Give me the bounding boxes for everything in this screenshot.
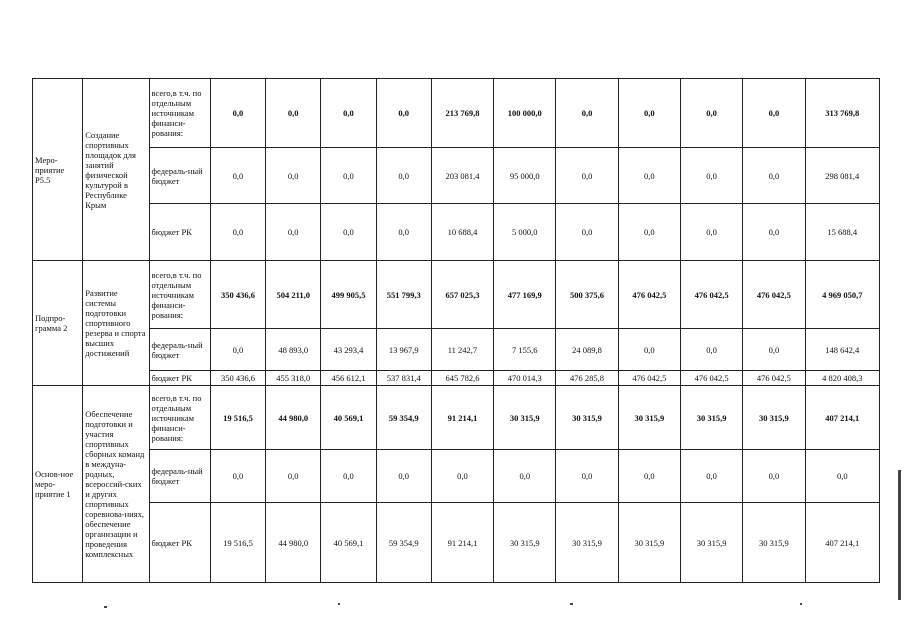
value-cell: 11 242,7 [431,329,493,371]
table-row [33,329,880,371]
value-cell: 0,0 [618,329,680,371]
value-cell: 350 436,6 [210,371,265,386]
value-cell: 30 315,9 [680,503,742,583]
value-cell: 30 315,9 [743,386,805,450]
value-cell: 19 516,5 [210,503,265,583]
value-cell: 30 315,9 [680,386,742,450]
value-cell: 500 375,6 [556,261,618,329]
value-cell: 44 980,0 [266,503,321,583]
value-cell: 476 042,5 [680,261,742,329]
value-cell: 13 967,9 [376,329,431,371]
value-cell: 0,0 [680,204,742,261]
value-cell: 0,0 [743,204,805,261]
value-cell: 0,0 [494,450,556,503]
table-row [33,450,880,503]
value-cell: 4 820 408,3 [805,371,879,386]
section-label: Подпро-грамма 2 [33,261,83,386]
value-cell: 5 000,0 [494,204,556,261]
value-cell: 0,0 [376,204,431,261]
budget-table [32,78,880,583]
value-cell: 40 569,1 [321,386,376,450]
value-cell: 0,0 [266,204,321,261]
item-name: Создание спортивных площадок для занятий физической культурой в Республике Крым [83,79,149,261]
value-cell: 0,0 [376,148,431,204]
value-cell: 476 042,5 [743,261,805,329]
value-cell: 0,0 [680,450,742,503]
value-cell: 476 042,5 [680,371,742,386]
value-cell: 24 089,8 [556,329,618,371]
value-cell: 499 905,5 [321,261,376,329]
value-cell: 504 211,0 [266,261,321,329]
item-name: Развитие системы подготовки спортивного резерва и спорта высших достижений [83,261,149,386]
value-cell: 0,0 [210,329,265,371]
value-cell: 0,0 [743,79,805,148]
value-cell: 0,0 [556,204,618,261]
table-row [33,371,880,386]
funding-source: всего,в т.ч. по отдельным источникам финанси-рования: [149,79,210,148]
value-cell: 91 214,1 [431,503,493,583]
value-cell: 0,0 [680,79,742,148]
value-cell: 476 042,5 [743,371,805,386]
value-cell: 30 315,9 [743,503,805,583]
value-cell: 10 688,4 [431,204,493,261]
funding-source: федераль-ный бюджет [149,450,210,503]
value-cell: 100 000,0 [494,79,556,148]
table-row [33,148,880,204]
scan-speck [104,606,107,608]
value-cell: 0,0 [618,148,680,204]
value-cell: 0,0 [321,79,376,148]
value-cell: 148 642,4 [805,329,879,371]
value-cell: 15 688,4 [805,204,879,261]
value-cell: 350 436,6 [210,261,265,329]
value-cell: 19 516,5 [210,386,265,450]
value-cell: 0,0 [618,450,680,503]
value-cell: 477 169,9 [494,261,556,329]
section-label: Меро-приятие Р5.5 [33,79,83,261]
value-cell: 30 315,9 [556,386,618,450]
table-row [33,261,880,329]
table-body [33,79,880,583]
scan-speck [800,603,802,605]
value-cell: 30 315,9 [494,503,556,583]
funding-source: бюджет РК [149,503,210,583]
value-cell: 59 354,9 [376,503,431,583]
value-cell: 43 293,4 [321,329,376,371]
value-cell: 48 893,0 [266,329,321,371]
value-cell: 476 285,8 [556,371,618,386]
value-cell: 91 214,1 [431,386,493,450]
value-cell: 7 155,6 [494,329,556,371]
value-cell: 551 799,3 [376,261,431,329]
value-cell: 30 315,9 [494,386,556,450]
value-cell: 0,0 [266,450,321,503]
scan-speck [338,603,340,605]
item-name: Обеспечение подготовки и участия спортивных сборных команд в междуна-родных, всероссий-ских и других спортивных соревнова-ниях, обеспечение организации и проведения комплексных [83,386,149,583]
value-cell: 645 782,6 [431,371,493,386]
value-cell: 0,0 [266,148,321,204]
value-cell: 407 214,1 [805,503,879,583]
value-cell: 0,0 [266,79,321,148]
value-cell: 0,0 [805,450,879,503]
value-cell: 313 769,8 [805,79,879,148]
value-cell: 30 315,9 [618,386,680,450]
value-cell: 298 081,4 [805,148,879,204]
value-cell: 95 000,0 [494,148,556,204]
value-cell: 407 214,1 [805,386,879,450]
value-cell: 0,0 [321,204,376,261]
value-cell: 213 769,8 [431,79,493,148]
value-cell: 0,0 [376,450,431,503]
value-cell: 40 569,1 [321,503,376,583]
table-row [33,503,880,583]
value-cell: 0,0 [680,148,742,204]
value-cell: 0,0 [210,79,265,148]
value-cell: 0,0 [556,148,618,204]
table-row [33,79,880,148]
value-cell: 0,0 [743,450,805,503]
value-cell: 0,0 [210,204,265,261]
value-cell: 0,0 [618,204,680,261]
value-cell: 4 969 050,7 [805,261,879,329]
scan-edge-mark [898,470,901,600]
value-cell: 470 014,3 [494,371,556,386]
table-row [33,204,880,261]
scan-speck [570,603,573,605]
table-row [33,386,880,450]
value-cell: 0,0 [743,148,805,204]
value-cell: 0,0 [210,450,265,503]
section-label: Основ-ное меро-приятие 1 [33,386,83,583]
value-cell: 476 042,5 [618,261,680,329]
value-cell: 0,0 [321,450,376,503]
funding-source: федераль-ный бюджет [149,148,210,204]
value-cell: 44 980,0 [266,386,321,450]
value-cell: 30 315,9 [556,503,618,583]
value-cell: 203 081,4 [431,148,493,204]
value-cell: 0,0 [556,450,618,503]
funding-source: бюджет РК [149,204,210,261]
value-cell: 657 025,3 [431,261,493,329]
value-cell: 59 354,9 [376,386,431,450]
funding-source: федераль-ный бюджет [149,329,210,371]
value-cell: 30 315,9 [618,503,680,583]
value-cell: 0,0 [210,148,265,204]
funding-source: бюджет РК [149,371,210,386]
value-cell: 0,0 [431,450,493,503]
value-cell: 0,0 [556,79,618,148]
value-cell: 537 831,4 [376,371,431,386]
value-cell: 455 318,0 [266,371,321,386]
funding-source: всего,в т.ч. по отдельным источникам финанси-рования: [149,386,210,450]
value-cell: 456 612,1 [321,371,376,386]
value-cell: 0,0 [680,329,742,371]
funding-source: всего,в т.ч. по отдельным источникам финанси-рования: [149,261,210,329]
value-cell: 476 042,5 [618,371,680,386]
value-cell: 0,0 [376,79,431,148]
value-cell: 0,0 [743,329,805,371]
value-cell: 0,0 [618,79,680,148]
value-cell: 0,0 [321,148,376,204]
